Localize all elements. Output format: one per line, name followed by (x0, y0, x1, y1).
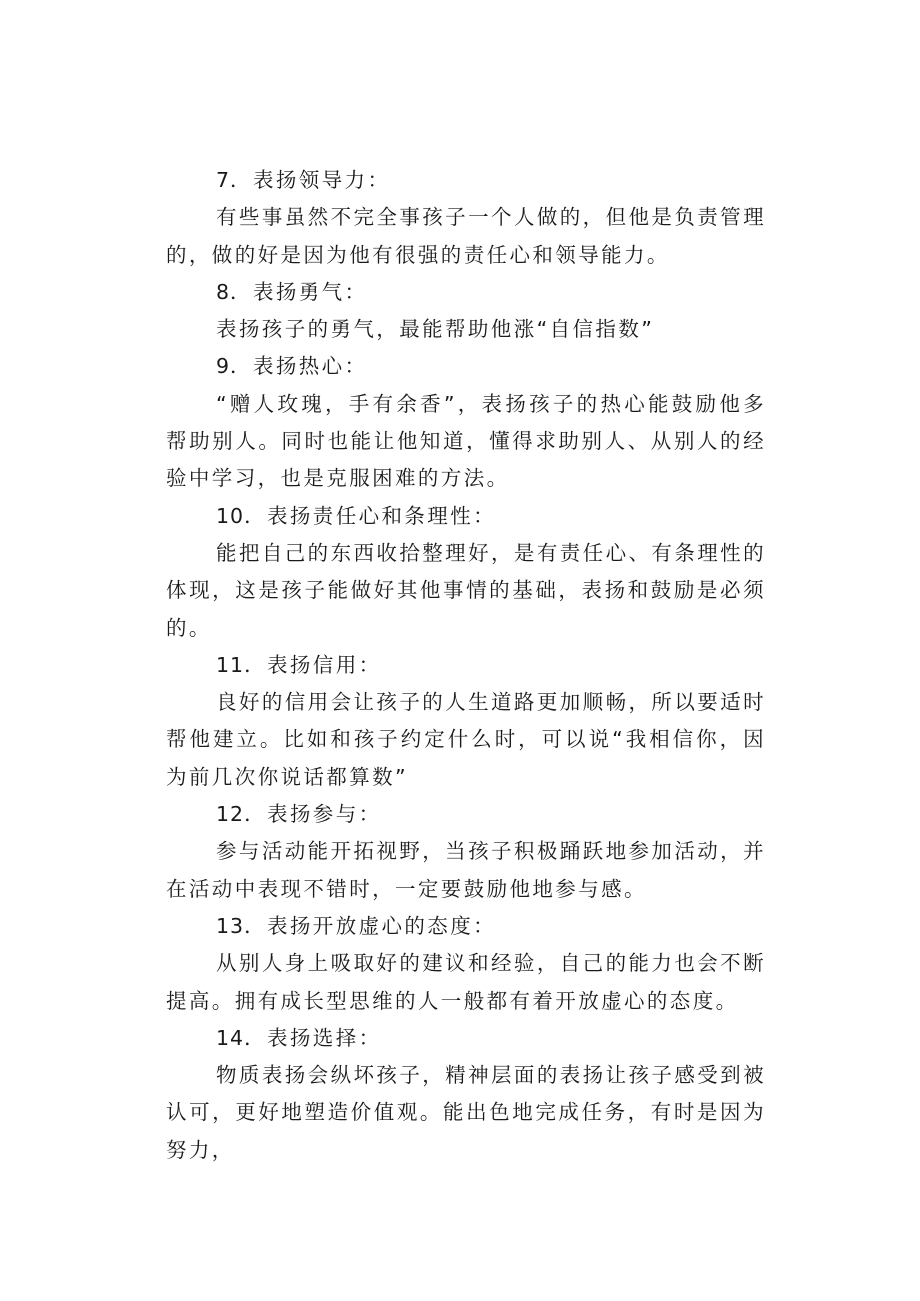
section-paragraph: 表扬孩子的勇气，最能帮助他涨“自信指数” (216, 317, 655, 342)
section-heading (166, 647, 766, 684)
section-number: 13 (216, 913, 245, 938)
section-heading (166, 274, 766, 311)
section-heading (166, 1020, 766, 1057)
section-paragraph: 物质表扬会纵坏孩子，精神层面的表扬让孩子感受到被认可，更好地塑造价值观。能出色地完成任务，有时是因为努力， (166, 1063, 766, 1162)
section-7 (166, 162, 766, 274)
section-number: 14 (216, 1025, 245, 1050)
section-10 (166, 498, 766, 647)
section-paragraph: 从别人身上吸取好的建议和经验，自己的能力也会不断提高。拥有成长型思维的人一般都有着开放虚心的态度。 (166, 951, 766, 1013)
section-heading (166, 908, 766, 945)
section-number: 8 (216, 279, 231, 304)
section-13 (166, 908, 766, 1020)
section-title: ．表扬选择： (244, 1025, 382, 1050)
section-title: ．表扬热心： (230, 354, 368, 379)
section-heading (166, 348, 766, 385)
section-14 (166, 1020, 766, 1169)
section-title: ．表扬勇气： (230, 279, 368, 304)
section-11 (166, 647, 766, 796)
document-body (166, 162, 766, 1169)
section-12 (166, 796, 766, 908)
section-number: 10 (216, 503, 245, 528)
section-number: 9 (216, 354, 231, 379)
section-title: ．表扬责任心和条理性： (244, 503, 496, 528)
section-heading (166, 162, 766, 199)
section-8 (166, 274, 766, 349)
section-heading (166, 796, 766, 833)
section-title: ．表扬开放虚心的态度： (244, 913, 496, 938)
section-paragraph: 参与活动能开拓视野，当孩子积极踊跃地参加活动，并在活动中表现不错时，一定要鼓励他地参与感。 (166, 839, 766, 901)
section-title: ．表扬参与： (244, 802, 382, 827)
section-title: ．表扬领导力： (230, 168, 391, 192)
section-9 (166, 348, 766, 497)
section-heading (166, 498, 766, 535)
section-paragraph: 良好的信用会让孩子的人生道路更加顺畅，所以要适时帮他建立。比如和孩子约定什么时，可以说“我相信你，因为前几次你说话都算数” (166, 690, 766, 789)
section-paragraph: “赠人玫瑰，手有余香”，表扬孩子的热心能鼓励他多帮助别人。同时也能让他知道，懂得求助别人、从别人的经验中学习，也是克服困难的方法。 (166, 391, 766, 491)
section-paragraph: 有些事虽然不完全事孩子一个人做的，但他是负责管理的，做的好是因为他有很强的责任心和领导能力。 (166, 205, 766, 267)
section-number: 7 (216, 168, 231, 192)
section-title: ．表扬信用： (244, 652, 382, 677)
section-number: 12 (216, 802, 245, 827)
section-number: 11 (216, 652, 245, 677)
section-paragraph: 能把自己的东西收拾整理好，是有责任心、有条理性的体现，这是孩子能做好其他事情的基础，表扬和鼓励是必须的。 (166, 540, 766, 640)
